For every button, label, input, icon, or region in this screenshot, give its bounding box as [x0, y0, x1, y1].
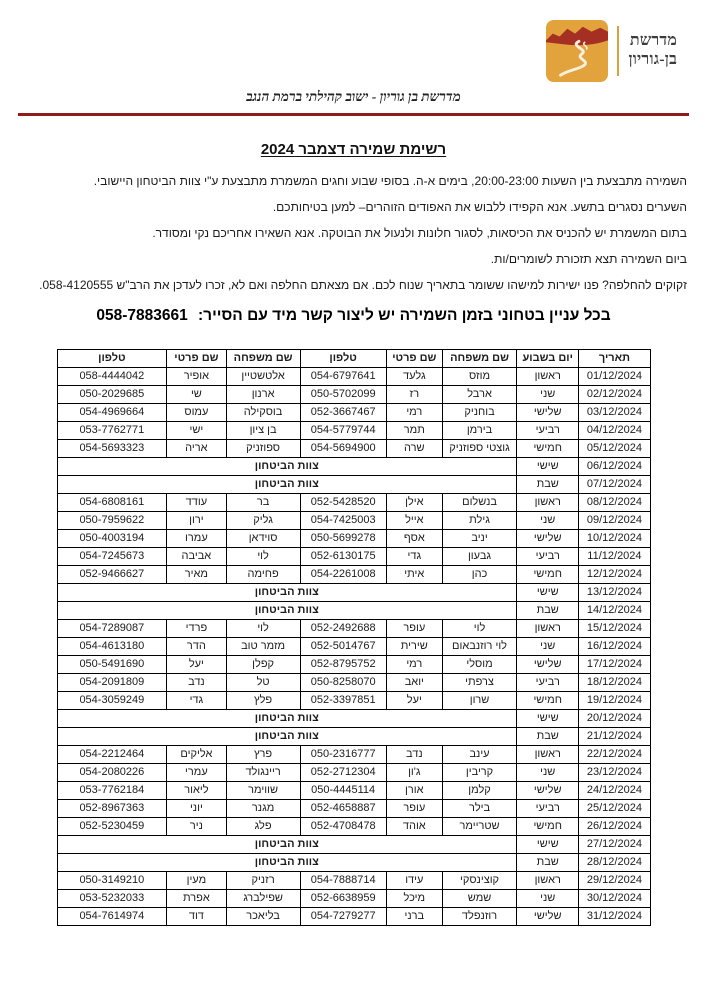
- header-phone-2: טלפון: [57, 350, 167, 368]
- table-row-security-team: [57, 854, 650, 872]
- cell-date: 20/12/2024: [579, 710, 650, 728]
- cell-guard2-firstname: יעל: [167, 656, 226, 674]
- cell-guard2-firstname: ישי: [167, 422, 226, 440]
- cell-guard1-phone: 052-2492688: [300, 620, 386, 638]
- cell-guard2-phone: 058-4444042: [57, 368, 167, 386]
- page-title: רשימת שמירה דצמבר 2024: [260, 141, 447, 158]
- cell-guard1-phone: 052-3397851: [300, 692, 386, 710]
- cell-guard1-phone: 054-5779744: [300, 422, 386, 440]
- security-contact-line: [0, 307, 707, 325]
- cell-guard2-lastname: פלץ: [226, 692, 300, 710]
- cell-guard2-firstname: יוני: [167, 800, 226, 818]
- cell-guard1-firstname: יואב: [386, 674, 442, 692]
- cell-guard1-firstname: ברני: [386, 908, 442, 926]
- header-phone-1: טלפון: [300, 350, 386, 368]
- cell-weekday: ראשון: [517, 872, 579, 890]
- cell-guard1-phone: 052-5428520: [300, 494, 386, 512]
- cell-weekday: חמישי: [517, 566, 579, 584]
- table-row-security-team: [57, 836, 650, 854]
- cell-date: 04/12/2024: [579, 422, 650, 440]
- cell-date: 17/12/2024: [579, 656, 650, 674]
- table-header-row: [57, 350, 650, 368]
- cell-guard2-lastname: פלג: [226, 818, 300, 836]
- table-row: [57, 566, 650, 584]
- cell-date: 10/12/2024: [579, 530, 650, 548]
- cell-guard2-phone: 053-5232033: [57, 890, 167, 908]
- cell-guard1-lastname: שרון: [442, 692, 516, 710]
- cell-weekday: רביעי: [517, 674, 579, 692]
- cell-guard1-phone: 050-5702099: [300, 386, 386, 404]
- instruction-line-gates: השערים נסגרים בתשע. אנא הקפידו ללבוש את האפודים הזוהרים– למען בטיחותכם.: [272, 200, 687, 214]
- table-row: [57, 764, 650, 782]
- cell-guard1-firstname: אוהד: [386, 818, 442, 836]
- cell-guard1-firstname: רמי: [386, 404, 442, 422]
- cell-guard2-phone: 050-4003194: [57, 530, 167, 548]
- cell-security-team: צוות הביטחון: [57, 836, 517, 854]
- cell-guard2-phone: 052-5230459: [57, 818, 167, 836]
- cell-guard2-lastname: לוי: [226, 548, 300, 566]
- cell-weekday: ראשון: [517, 620, 579, 638]
- cell-guard1-firstname: מיכל: [386, 890, 442, 908]
- cell-guard1-firstname: אילן: [386, 494, 442, 512]
- cell-guard1-lastname: צרפתי: [442, 674, 516, 692]
- cell-guard2-phone: 054-2091809: [57, 674, 167, 692]
- cell-guard2-firstname: אליקים: [167, 746, 226, 764]
- cell-date: 18/12/2024: [579, 674, 650, 692]
- cell-weekday: רביעי: [517, 422, 579, 440]
- table-row: [57, 548, 650, 566]
- cell-date: 05/12/2024: [579, 440, 650, 458]
- instruction-line-replacement: זקוקים להחלפה? פנו ישירות למישהו ששומר בתאריך שנוח לכם. אם מצאתם החלפה ואם לא, זכרו לעדכן את הרב"ש 058-4120555.: [39, 278, 687, 292]
- cell-guard1-lastname: בילר: [442, 800, 516, 818]
- cell-guard1-lastname: מוסלי: [442, 656, 516, 674]
- cell-weekday: שישי: [517, 458, 579, 476]
- cell-guard1-lastname: קריבין: [442, 764, 516, 782]
- cell-guard1-firstname: עופר: [386, 620, 442, 638]
- cell-guard1-lastname: בוחניק: [442, 404, 516, 422]
- cell-weekday: שלישי: [517, 908, 579, 926]
- cell-weekday: שבת: [517, 854, 579, 872]
- cell-guard1-lastname: קלמן: [442, 782, 516, 800]
- cell-guard2-phone: 053-7762771: [57, 422, 167, 440]
- header-weekday: יום בשבוע: [517, 350, 579, 368]
- cell-guard2-firstname: עמרי: [167, 764, 226, 782]
- cell-guard2-phone: 052-8967363: [57, 800, 167, 818]
- cell-guard2-firstname: אביבה: [167, 548, 226, 566]
- cell-guard1-firstname: נדב: [386, 746, 442, 764]
- cell-date: 15/12/2024: [579, 620, 650, 638]
- cell-guard2-lastname: ריינגולד: [226, 764, 300, 782]
- cell-guard1-phone: 050-5699278: [300, 530, 386, 548]
- cell-guard2-lastname: בוסקילה: [226, 404, 300, 422]
- cell-guard2-phone: 054-4613180: [57, 638, 167, 656]
- instruction-line-reminder: ביום השמירה תצא תזכורת לשומרים/ות.: [490, 252, 687, 266]
- cell-weekday: שבת: [517, 602, 579, 620]
- table-row: [57, 782, 650, 800]
- cell-guard1-lastname: לוי רוזנבאום: [442, 638, 516, 656]
- cell-weekday: שלישי: [517, 530, 579, 548]
- cell-guard1-phone: 052-2712304: [300, 764, 386, 782]
- cell-guard2-phone: 050-7959622: [57, 512, 167, 530]
- guard-schedule-table: [57, 349, 651, 926]
- cell-weekday: חמישי: [517, 818, 579, 836]
- cell-guard1-lastname: ארבל: [442, 386, 516, 404]
- table-row: [57, 404, 650, 422]
- cell-guard2-phone: 054-2212464: [57, 746, 167, 764]
- cell-date: 29/12/2024: [579, 872, 650, 890]
- cell-weekday: שני: [517, 512, 579, 530]
- cell-security-team: צוות הביטחון: [57, 458, 517, 476]
- cell-guard2-phone: 054-7245673: [57, 548, 167, 566]
- cell-date: 07/12/2024: [579, 476, 650, 494]
- cell-weekday: שבת: [517, 728, 579, 746]
- cell-guard1-phone: 052-8795752: [300, 656, 386, 674]
- table-row: [57, 494, 650, 512]
- table-row: [57, 890, 650, 908]
- header-divider: [18, 113, 689, 116]
- cell-guard1-lastname: גילת: [442, 512, 516, 530]
- cell-guard2-firstname: גדי: [167, 692, 226, 710]
- table-row-security-team: [57, 458, 650, 476]
- header-firstname-1: שם פרטי: [386, 350, 442, 368]
- cell-weekday: שלישי: [517, 782, 579, 800]
- cell-guard2-firstname: עמרו: [167, 530, 226, 548]
- org-name-line1: מדרשת: [629, 32, 677, 50]
- cell-date: 01/12/2024: [579, 368, 650, 386]
- cell-guard1-firstname: אסף: [386, 530, 442, 548]
- table-row-security-team: [57, 602, 650, 620]
- security-contact-text: בכל עניין בטחוני בזמן השמירה יש ליצור קשר מיד עם הסייר:: [198, 307, 611, 324]
- cell-guard1-phone: 054-2261008: [300, 566, 386, 584]
- cell-date: 11/12/2024: [579, 548, 650, 566]
- org-name: [628, 32, 677, 70]
- cell-guard1-lastname: שטריימר: [442, 818, 516, 836]
- cell-guard1-firstname: גדי: [386, 548, 442, 566]
- cell-guard2-phone: 054-2080226: [57, 764, 167, 782]
- cell-security-team: צוות הביטחון: [57, 710, 517, 728]
- cell-guard1-firstname: תמר: [386, 422, 442, 440]
- cell-weekday: שישי: [517, 710, 579, 728]
- cell-guard1-lastname: עינב: [442, 746, 516, 764]
- cell-weekday: ראשון: [517, 368, 579, 386]
- cell-guard2-phone: 050-5491690: [57, 656, 167, 674]
- cell-guard1-firstname: יעל: [386, 692, 442, 710]
- cell-guard1-lastname: קוצינסקי: [442, 872, 516, 890]
- table-row: [57, 638, 650, 656]
- cell-guard1-lastname: לוי: [442, 620, 516, 638]
- schedule-table-body: [57, 368, 650, 926]
- cell-guard1-phone: 052-6638959: [300, 890, 386, 908]
- cell-guard2-lastname: מזמר טוב: [226, 638, 300, 656]
- cell-weekday: שני: [517, 638, 579, 656]
- instruction-line-hours: השמירה מתבצעת בין השעות 20:00-23:00, בימים א-ה. בסופי שבוע וחגים המשמרת מתבצעת ע"י צוות הביטחון היישובי.: [93, 174, 687, 188]
- cell-security-team: צוות הביטחון: [57, 476, 517, 494]
- table-row: [57, 530, 650, 548]
- table-row-security-team: [57, 710, 650, 728]
- cell-weekday: שלישי: [517, 404, 579, 422]
- cell-date: 21/12/2024: [579, 728, 650, 746]
- cell-date: 06/12/2024: [579, 458, 650, 476]
- community-tagline: מדרשת בן גוריון - ישוב קהילתי ברמת הנגב: [246, 89, 461, 104]
- header-lastname-2: שם משפחה: [226, 350, 300, 368]
- cell-weekday: שבת: [517, 476, 579, 494]
- cell-guard1-firstname: עידו: [386, 872, 442, 890]
- cell-guard1-firstname: גלעד: [386, 368, 442, 386]
- table-row: [57, 692, 650, 710]
- cell-weekday: רביעי: [517, 800, 579, 818]
- cell-guard2-firstname: שי: [167, 386, 226, 404]
- cell-guard2-phone: 054-7614974: [57, 908, 167, 926]
- cell-guard2-lastname: לוי: [226, 620, 300, 638]
- cell-weekday: ראשון: [517, 746, 579, 764]
- cell-guard1-firstname: אורן: [386, 782, 442, 800]
- table-row: [57, 422, 650, 440]
- cell-guard1-phone: 054-7279277: [300, 908, 386, 926]
- cell-guard2-firstname: אפרת: [167, 890, 226, 908]
- cell-date: 26/12/2024: [579, 818, 650, 836]
- cell-guard2-phone: 054-6808161: [57, 494, 167, 512]
- cell-date: 23/12/2024: [579, 764, 650, 782]
- cell-guard2-phone: 050-2029685: [57, 386, 167, 404]
- desert-winding-path-logo-icon: [546, 20, 608, 82]
- cell-security-team: צוות הביטחון: [57, 728, 517, 746]
- cell-guard1-lastname: גבעון: [442, 548, 516, 566]
- cell-date: 09/12/2024: [579, 512, 650, 530]
- cell-guard2-firstname: ניר: [167, 818, 226, 836]
- org-name-line2: בן-גוריון: [628, 51, 677, 68]
- cell-guard1-phone: 052-5014767: [300, 638, 386, 656]
- cell-guard1-firstname: ג'ון: [386, 764, 442, 782]
- cell-guard1-lastname: בנשלום: [442, 494, 516, 512]
- cell-weekday: ראשון: [517, 494, 579, 512]
- cell-guard2-phone: 054-4969664: [57, 404, 167, 422]
- cell-guard1-lastname: שמש: [442, 890, 516, 908]
- cell-guard1-phone: 054-7888714: [300, 872, 386, 890]
- cell-guard2-phone: 054-7289087: [57, 620, 167, 638]
- cell-guard2-lastname: אלטשטיין: [226, 368, 300, 386]
- cell-guard2-firstname: אריה: [167, 440, 226, 458]
- table-row: [57, 872, 650, 890]
- cell-security-team: צוות הביטחון: [57, 854, 517, 872]
- cell-guard2-lastname: בן ציון: [226, 422, 300, 440]
- cell-guard2-phone: 054-3059249: [57, 692, 167, 710]
- table-row-security-team: [57, 728, 650, 746]
- cell-guard1-phone: 054-7425003: [300, 512, 386, 530]
- cell-guard2-firstname: ירון: [167, 512, 226, 530]
- cell-date: 27/12/2024: [579, 836, 650, 854]
- cell-weekday: שישי: [517, 836, 579, 854]
- cell-guard2-firstname: ליאור: [167, 782, 226, 800]
- table-row: [57, 800, 650, 818]
- cell-guard1-firstname: אייל: [386, 512, 442, 530]
- cell-guard2-lastname: פחימה: [226, 566, 300, 584]
- header-lastname-1: שם משפחה: [442, 350, 516, 368]
- cell-guard2-lastname: רזניק: [226, 872, 300, 890]
- cell-guard2-firstname: דוד: [167, 908, 226, 926]
- cell-guard2-lastname: שווימר: [226, 782, 300, 800]
- cell-date: 24/12/2024: [579, 782, 650, 800]
- cell-guard1-lastname: יניב: [442, 530, 516, 548]
- cell-weekday: שני: [517, 764, 579, 782]
- cell-guard2-lastname: שפילברג: [226, 890, 300, 908]
- cell-date: 22/12/2024: [579, 746, 650, 764]
- cell-guard2-lastname: סוידאן: [226, 530, 300, 548]
- cell-guard1-phone: 050-8258070: [300, 674, 386, 692]
- cell-guard2-firstname: פרדי: [167, 620, 226, 638]
- cell-date: 14/12/2024: [579, 602, 650, 620]
- cell-weekday: חמישי: [517, 692, 579, 710]
- cell-guard1-lastname: גוצטי ספוזניק: [442, 440, 516, 458]
- cell-guard1-lastname: מוזס: [442, 368, 516, 386]
- cell-guard1-firstname: שרה: [386, 440, 442, 458]
- cell-guard1-firstname: רז: [386, 386, 442, 404]
- cell-guard2-lastname: קפלן: [226, 656, 300, 674]
- cell-date: 02/12/2024: [579, 386, 650, 404]
- cell-guard1-lastname: כהן: [442, 566, 516, 584]
- cell-date: 30/12/2024: [579, 890, 650, 908]
- table-row: [57, 368, 650, 386]
- cell-date: 19/12/2024: [579, 692, 650, 710]
- cell-guard2-firstname: מאיר: [167, 566, 226, 584]
- cell-guard1-phone: 054-6797641: [300, 368, 386, 386]
- cell-date: 25/12/2024: [579, 800, 650, 818]
- cell-date: 28/12/2024: [579, 854, 650, 872]
- cell-guard2-firstname: נדב: [167, 674, 226, 692]
- cell-security-team: צוות הביטחון: [57, 602, 517, 620]
- table-row-security-team: [57, 584, 650, 602]
- cell-guard2-lastname: גליק: [226, 512, 300, 530]
- cell-guard2-firstname: הדר: [167, 638, 226, 656]
- cell-guard1-phone: 050-4445114: [300, 782, 386, 800]
- cell-weekday: שלישי: [517, 656, 579, 674]
- cell-weekday: רביעי: [517, 548, 579, 566]
- table-row: [57, 512, 650, 530]
- cell-guard1-firstname: רמי: [386, 656, 442, 674]
- table-row: [57, 908, 650, 926]
- cell-date: 16/12/2024: [579, 638, 650, 656]
- instruction-line-endshift: בתום המשמרת יש להכניס את הכיסאות, לסגור חלונות ולנעול את הבוטקה. אנא השאירו אחריכם נקי ומסודר.: [152, 226, 687, 240]
- table-row: [57, 620, 650, 638]
- cell-guard1-lastname: בירמן: [442, 422, 516, 440]
- cell-guard2-lastname: פרץ: [226, 746, 300, 764]
- table-row: [57, 818, 650, 836]
- table-row: [57, 656, 650, 674]
- header-date: תאריך: [579, 350, 650, 368]
- cell-guard2-firstname: מעין: [167, 872, 226, 890]
- cell-guard1-firstname: איתי: [386, 566, 442, 584]
- cell-guard2-lastname: ארנון: [226, 386, 300, 404]
- cell-guard2-phone: 052-9466627: [57, 566, 167, 584]
- cell-guard2-lastname: טל: [226, 674, 300, 692]
- table-row-security-team: [57, 476, 650, 494]
- patrol-phone-number: 058-7883661: [96, 307, 188, 324]
- cell-security-team: צוות הביטחון: [57, 584, 517, 602]
- cell-guard2-lastname: בליאכר: [226, 908, 300, 926]
- header-firstname-2: שם פרטי: [167, 350, 226, 368]
- cell-guard2-firstname: עמוס: [167, 404, 226, 422]
- logo-separator: [617, 26, 619, 76]
- cell-weekday: חמישי: [517, 440, 579, 458]
- cell-guard2-lastname: מגנר: [226, 800, 300, 818]
- cell-guard2-phone: 050-3149210: [57, 872, 167, 890]
- cell-guard2-phone: 054-5693323: [57, 440, 167, 458]
- cell-weekday: שני: [517, 890, 579, 908]
- cell-guard2-lastname: ספוזניק: [226, 440, 300, 458]
- cell-guard1-phone: 052-4658887: [300, 800, 386, 818]
- cell-guard1-phone: 052-6130175: [300, 548, 386, 566]
- instructions-block: [20, 173, 687, 294]
- table-row: [57, 386, 650, 404]
- cell-guard1-lastname: רוזנפלד: [442, 908, 516, 926]
- cell-guard1-phone: 052-3667467: [300, 404, 386, 422]
- logo-block: [0, 0, 707, 82]
- cell-guard1-firstname: שירית: [386, 638, 442, 656]
- cell-guard2-phone: 053-7762184: [57, 782, 167, 800]
- cell-weekday: שני: [517, 386, 579, 404]
- cell-guard1-firstname: עופר: [386, 800, 442, 818]
- cell-guard2-firstname: עודד: [167, 494, 226, 512]
- cell-date: 03/12/2024: [579, 404, 650, 422]
- cell-guard1-phone: 054-5694900: [300, 440, 386, 458]
- cell-guard2-lastname: בר: [226, 494, 300, 512]
- cell-date: 31/12/2024: [579, 908, 650, 926]
- cell-guard1-phone: 052-4708478: [300, 818, 386, 836]
- cell-date: 08/12/2024: [579, 494, 650, 512]
- cell-date: 13/12/2024: [579, 584, 650, 602]
- table-row: [57, 440, 650, 458]
- cell-guard2-firstname: אופיר: [167, 368, 226, 386]
- cell-guard1-phone: 050-2316777: [300, 746, 386, 764]
- cell-date: 12/12/2024: [579, 566, 650, 584]
- table-row: [57, 674, 650, 692]
- cell-weekday: שישי: [517, 584, 579, 602]
- table-row: [57, 746, 650, 764]
